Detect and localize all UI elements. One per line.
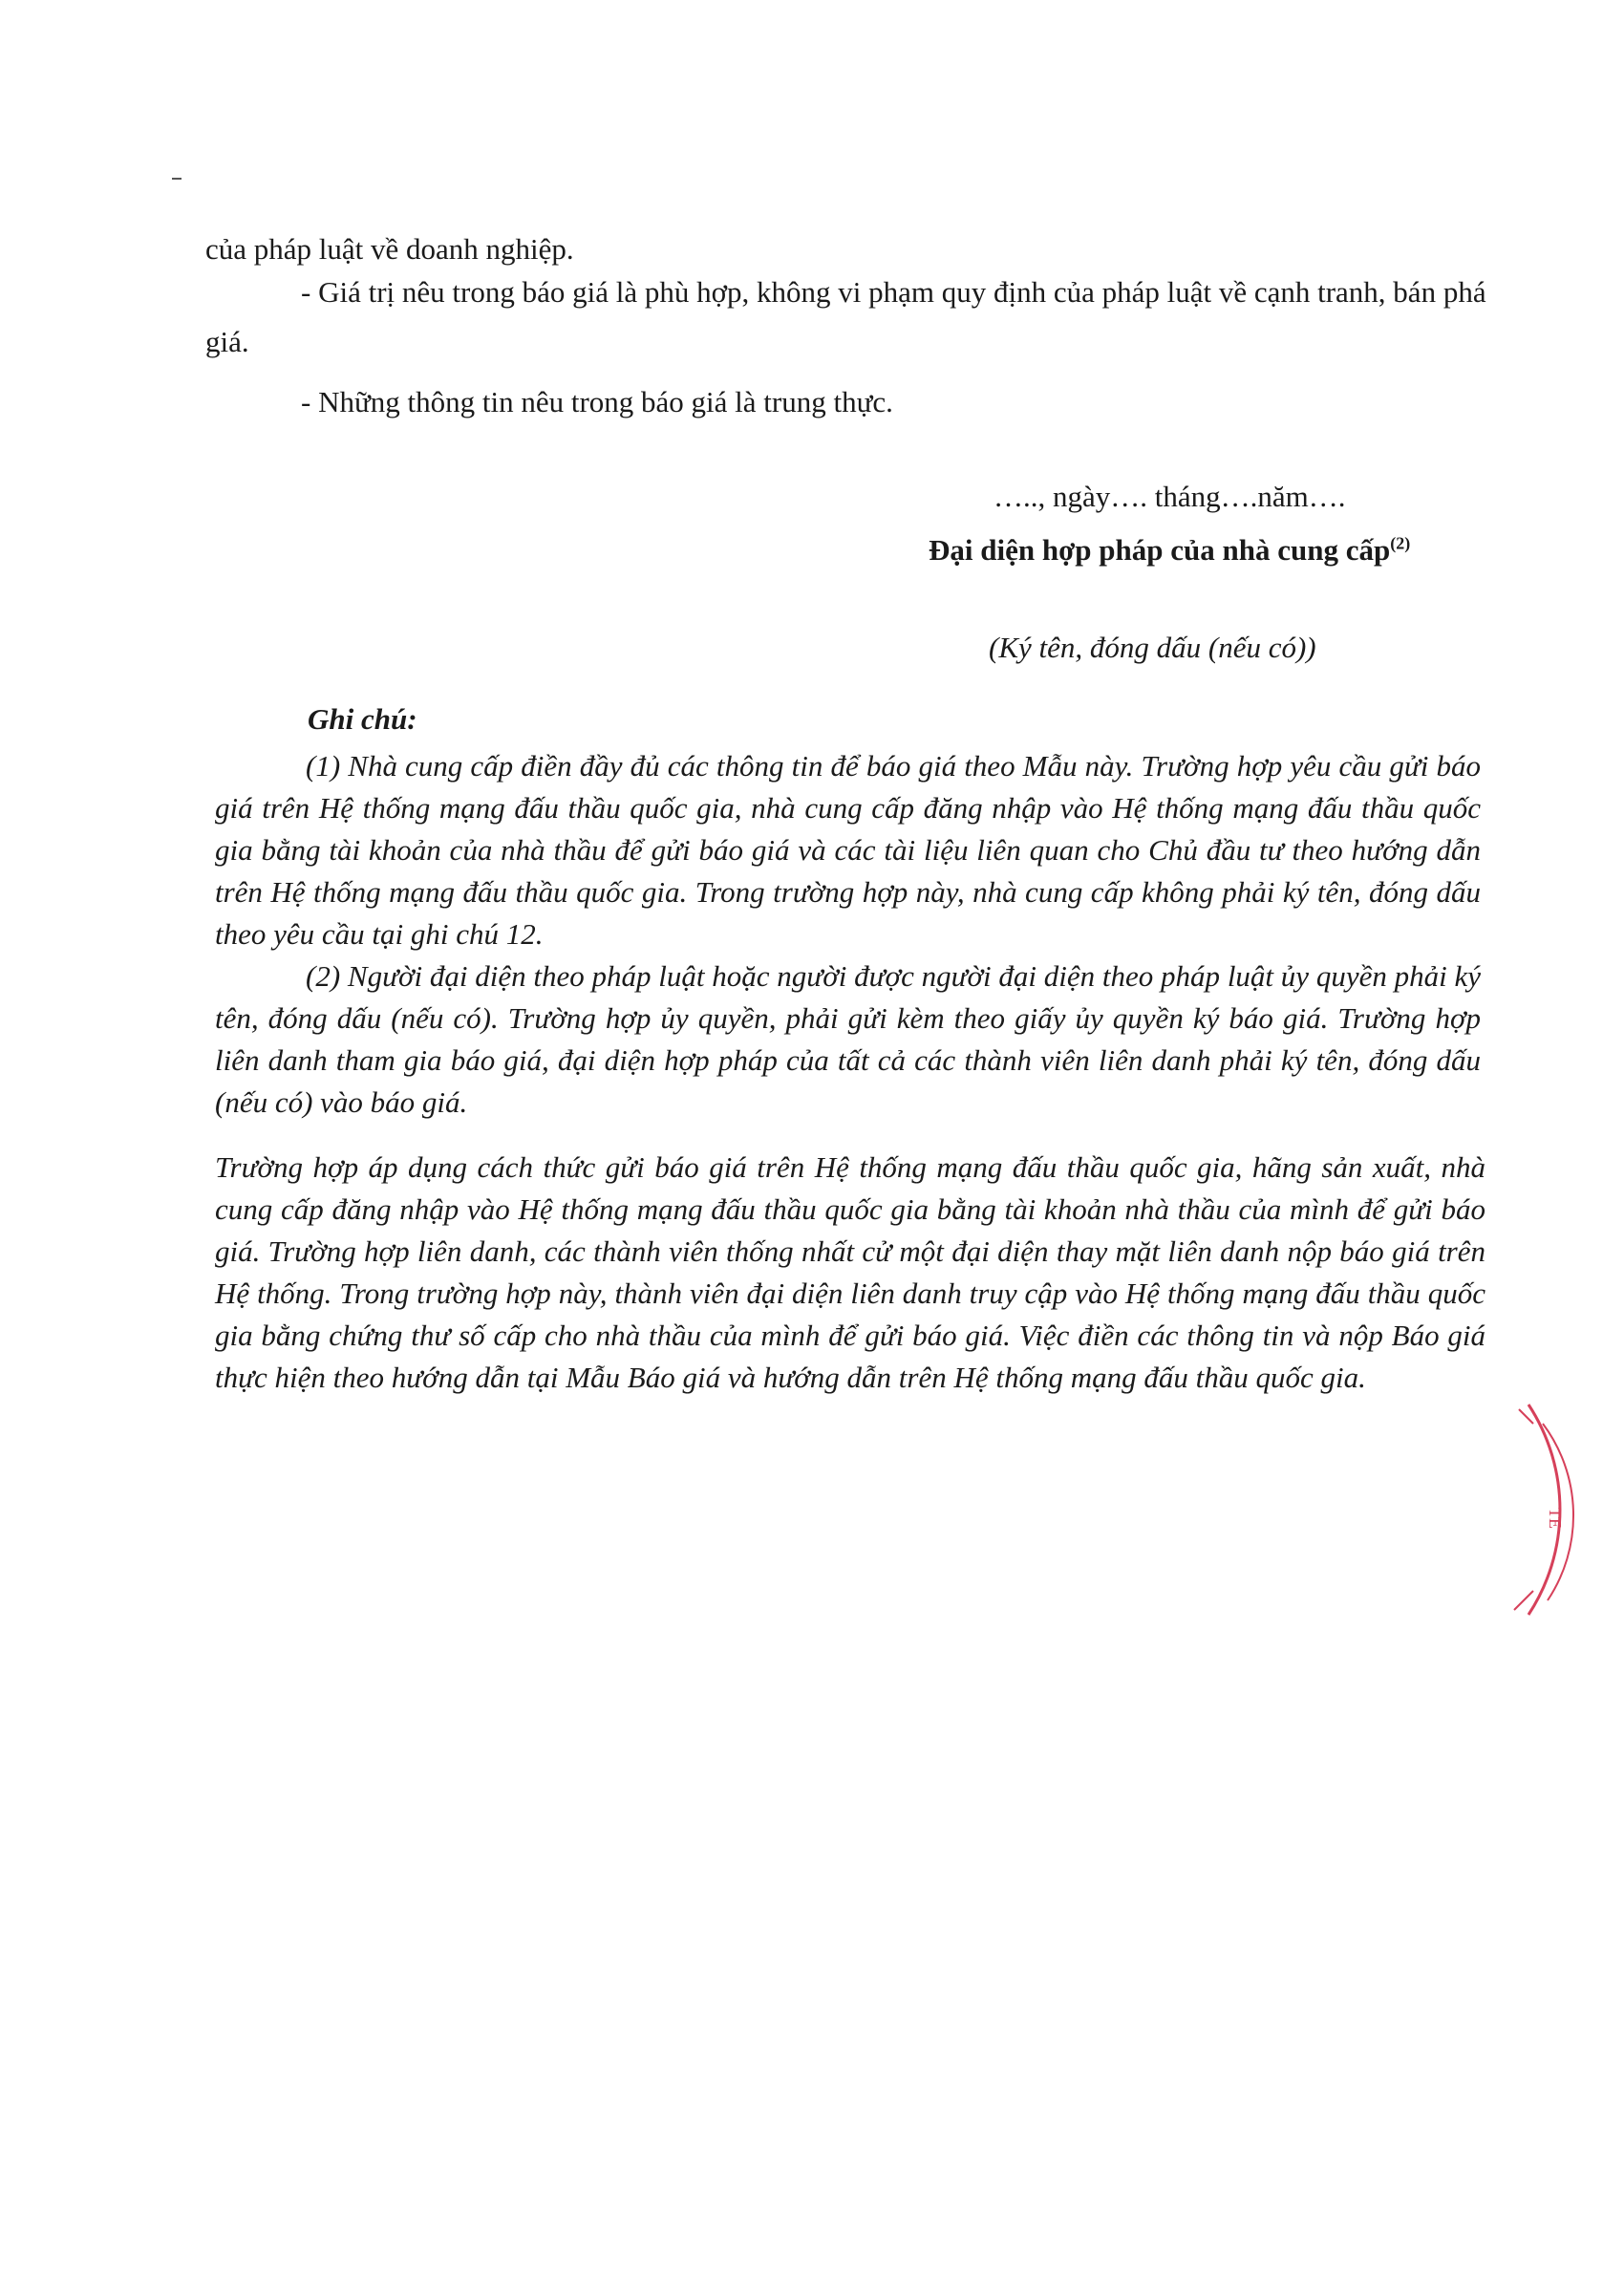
notes-heading: Ghi chú:: [308, 702, 417, 736]
red-seal-stamp: [1490, 1395, 1624, 1624]
representative-title-text: Đại diện hợp pháp của nhà cung cấp: [929, 533, 1391, 567]
note-1: (1) Nhà cung cấp điền đầy đủ các thông tin để báo giá theo Mẫu này. Trường hợp yêu cầu gửi báo giá trên Hệ thống mạng đấu thầu quốc gia, nhà cung cấp đăng nhập vào Hệ thống mạng đấu thầu quốc gia bằng tài khoản của nhà thầu để gửi báo giá và các tài liệu liên quan cho Chủ đầu tư theo hướng dẫn trên Hệ thống mạng đấu thầu quốc gia. Trong trường hợp này, nhà cung cấp không phải ký tên, đóng dấu theo yêu cầu tại ghi chú 12.: [215, 749, 1481, 951]
signature-note: (Ký tên, đóng dấu (nếu có)): [989, 631, 1316, 664]
representative-title: [929, 533, 1410, 568]
stamp-tick-bottom: [1514, 1591, 1533, 1610]
commitment-truth: - Những thông tin nêu trong báo giá là trung thực.: [301, 385, 893, 418]
stamp-fragment-text: TE: [1546, 1508, 1565, 1529]
representative-footnote: (2): [1390, 533, 1411, 553]
note-2: (2) Người đại diện theo pháp luật hoặc người được người đại diện theo pháp luật ủy quyền phải ký tên, đóng dấu (nếu có). Trường hợp ủy quyền, phải gửi kèm theo giấy ủy quyền ký báo giá. Trường hợp liên danh tham gia báo giá, đại diện hợp pháp của tất cả các thành viên liên danh phải ký tên, đóng dấu (nếu có) vào báo giá.: [215, 959, 1481, 1119]
line-continuation: của pháp luật về doanh nghiệp.: [205, 232, 574, 266]
scan-artifact-mark: [172, 178, 182, 180]
date-line: ….., ngày…. tháng….năm….: [994, 480, 1346, 513]
commitment-price: - Giá trị nêu trong báo giá là phù hợp, không vi phạm quy định của pháp luật về cạnh tranh, bán phá giá.: [205, 275, 1486, 358]
stamp-tick-top: [1519, 1409, 1533, 1424]
note-3: Trường hợp áp dụng cách thức gửi báo giá trên Hệ thống mạng đấu thầu quốc gia, hãng sản xuất, nhà cung cấp đăng nhập vào Hệ thống mạng đấu thầu quốc gia bằng tài khoản nhà thầu của mình để gửi báo giá. Trường hợp liên danh, các thành viên thống nhất cử một đại diện thay mặt liên danh nộp báo giá trên Hệ thống. Trong trường hợp này, thành viên đại diện liên danh truy cập vào Hệ thống mạng đấu thầu quốc gia bằng chứng thư số cấp cho nhà thầu của mình để gửi báo giá. Việc điền các thông tin và nộp Báo giá thực hiện theo hướng dẫn tại Mẫu Báo giá và hướng dẫn trên Hệ thống mạng đấu thầu quốc gia.: [215, 1150, 1485, 1394]
